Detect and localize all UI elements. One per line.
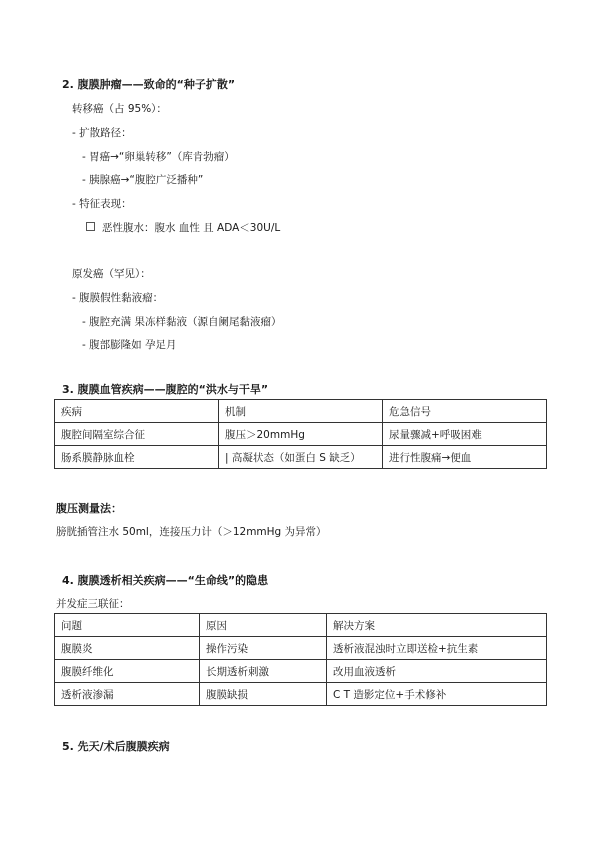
header-solution: 解决方案 xyxy=(327,614,547,637)
table-cell: C T 造影定位+手术修补 xyxy=(327,683,547,706)
header-cause: 原因 xyxy=(200,614,327,637)
complications-intro: 并发症三联征： xyxy=(56,598,130,610)
primary-item-jelly: - 腹腔充满 果冻样黏液（源自阑尾黏液瘤） xyxy=(82,316,282,328)
features-label: - 特征表现： xyxy=(72,198,132,210)
table-row xyxy=(55,423,547,446)
header-mechanism: 机制 xyxy=(219,400,383,423)
spread-path-label: - 扩散路径： xyxy=(72,127,132,139)
metastatic-label: 转移癌（占 95%）： xyxy=(72,103,167,115)
section-2-title: 2. 腹膜肿瘤——致命的“种子扩散” xyxy=(62,78,236,91)
section-4-title: 4. 腹膜透析相关疾病——“生命线”的隐患 xyxy=(62,574,269,587)
table-cell: 改用血液透析 xyxy=(327,660,547,683)
header-danger-signal: 危急信号 xyxy=(383,400,547,423)
table-cell: 透析液混浊时立即送检+抗生素 xyxy=(327,637,547,660)
table-cell: | 高凝状态（如蛋白 S 缺乏） xyxy=(219,446,383,469)
section-5-title: 5. 先天/术后腹膜疾病 xyxy=(62,740,170,753)
header-problem: 问题 xyxy=(55,614,200,637)
table-cell: 腹膜纤维化 xyxy=(55,660,200,683)
pressure-method-title: 腹压测量法： xyxy=(56,502,122,515)
spread-item-pancreatic: - 胰腺癌→“腹腔广泛播种” xyxy=(82,174,204,186)
table-cell: 腹膜缺损 xyxy=(200,683,327,706)
feature-item xyxy=(86,220,280,235)
table-cell: 操作污染 xyxy=(200,637,327,660)
table-row xyxy=(55,660,547,683)
table-cell: 尿量骤减+呼吸困难 xyxy=(383,423,547,446)
header-disease: 疾病 xyxy=(55,400,219,423)
dialysis-complications-table xyxy=(54,613,547,706)
pseudomyxoma-label: - 腹膜假性黏液瘤： xyxy=(72,292,164,304)
spread-item-gastric: - 胃癌→“卵巢转移”（库肯勃瘤） xyxy=(82,151,235,163)
table-cell: 腹腔间隔室综合征 xyxy=(55,423,219,446)
primary-item-distension: - 腹部膨隆如 孕足月 xyxy=(82,339,177,351)
table-cell: 腹压＞20mmHg xyxy=(219,423,383,446)
table-cell: 透析液渗漏 xyxy=(55,683,200,706)
feature-item-text: 恶性腹水：腹水 血性 且 ADA＜30U/L xyxy=(102,222,281,234)
table-header-row xyxy=(55,400,547,423)
table-cell: 长期透析刺激 xyxy=(200,660,327,683)
table-cell: 进行性腹痛→便血 xyxy=(383,446,547,469)
pressure-method-text: 膀胱插管注水 50ml，连接压力计（＞12mmHg 为异常） xyxy=(56,526,327,538)
vascular-disease-table xyxy=(54,399,547,469)
table-header-row xyxy=(55,614,547,637)
table-row xyxy=(55,683,547,706)
checkbox-square-icon xyxy=(86,222,95,231)
primary-label: 原发癌（罕见）： xyxy=(72,268,151,280)
table-cell: 腹膜炎 xyxy=(55,637,200,660)
table-cell: 肠系膜静脉血栓 xyxy=(55,446,219,469)
table-row xyxy=(55,446,547,469)
section-3-title: 3. 腹膜血管疾病——腹腔的“洪水与干旱” xyxy=(62,383,269,396)
table-row xyxy=(55,637,547,660)
